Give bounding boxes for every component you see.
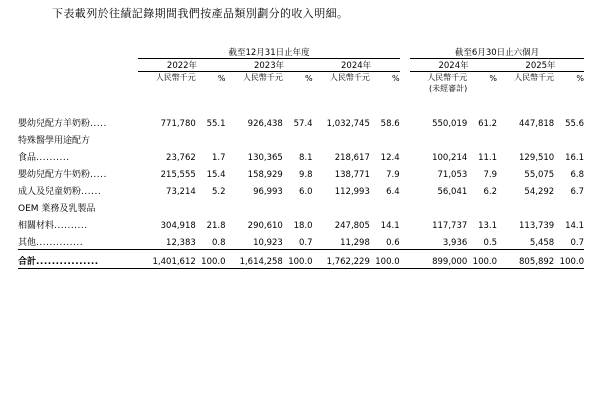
unit-2024-pct: % — [392, 74, 400, 83]
row-label: 嬰幼兒配方牛奶粉..... — [18, 170, 107, 180]
unit-2024h1-pct: % — [489, 74, 497, 83]
spacer — [18, 94, 584, 103]
row-value: 5,458 — [529, 238, 555, 248]
intro-paragraph: 下表載列於往績記錄期間我們按產品類別劃分的收入明細。 — [52, 7, 349, 20]
unaudited-note-row — [18, 83, 584, 94]
total-value: 1,401,612 — [152, 257, 196, 267]
row-value: 218,617 — [334, 153, 370, 163]
row-value: 7.9 — [483, 170, 497, 180]
row-value: 7.9 — [386, 170, 400, 180]
unit-2025h1-pct: % — [576, 74, 584, 83]
row-value: 12,383 — [166, 238, 196, 248]
year-header-2022: 2022年 — [166, 61, 198, 71]
unit-2024h1-amount: 人民幣千元 — [427, 73, 468, 82]
row-label: OEM 業務及乳製品 — [18, 204, 96, 214]
year-header-2024: 2024年 — [341, 61, 372, 71]
row-value: 54,292 — [524, 187, 555, 197]
row-value: 100,214 — [432, 153, 468, 163]
total-value: 1,762,229 — [326, 257, 370, 267]
row-value: 5.2 — [211, 187, 226, 197]
total-value: 100.0 — [559, 257, 584, 267]
row-value: 56,041 — [437, 187, 468, 197]
row-label: 特殊醫學用途配方 — [18, 136, 91, 146]
row-value: 13.1 — [478, 221, 497, 231]
row-value: 73,214 — [166, 187, 196, 197]
row-value: 117,737 — [432, 221, 468, 231]
group-header-interim: 截至6月30日止六個月 — [454, 48, 540, 58]
table-row — [18, 180, 584, 197]
row-value: 6.2 — [483, 187, 497, 197]
row-value: 247,805 — [334, 221, 370, 231]
total-value: 899,000 — [432, 257, 468, 267]
unit-2022-amount: 人民幣千元 — [155, 73, 196, 82]
row-label: 成人及兒童奶粉...... — [18, 187, 102, 197]
row-value: 129,510 — [519, 153, 555, 163]
row-value: 96,993 — [253, 187, 283, 197]
row-value: 290,610 — [247, 221, 283, 231]
table-row — [18, 231, 584, 248]
table-row-group-label — [18, 197, 584, 214]
row-value: 304,918 — [160, 221, 196, 231]
total-label: 合計................ — [18, 257, 99, 267]
row-value: 71,053 — [437, 170, 468, 180]
total-value: 100.0 — [201, 257, 226, 267]
row-value: 550,019 — [432, 119, 468, 129]
table-row — [18, 112, 584, 129]
row-value: 18.0 — [293, 221, 313, 231]
total-value: 100.0 — [472, 257, 497, 267]
row-value: 0.5 — [483, 238, 497, 248]
row-value: 158,929 — [247, 170, 283, 180]
row-value: 55.6 — [565, 119, 584, 129]
table-row — [18, 214, 584, 231]
unit-2023-amount: 人民幣千元 — [242, 73, 283, 82]
row-value: 55,075 — [524, 170, 555, 180]
row-value: 61.2 — [478, 119, 497, 129]
row-value: 926,438 — [247, 119, 283, 129]
row-value: 6.7 — [570, 187, 584, 197]
row-value: 6.0 — [299, 187, 313, 197]
row-value: 9.8 — [299, 170, 313, 180]
row-value: 15.4 — [206, 170, 226, 180]
table-total-row — [18, 250, 584, 268]
row-value: 0.6 — [386, 238, 400, 248]
unit-header-row — [18, 72, 584, 84]
revenue-breakdown-table — [18, 46, 584, 269]
year-header-2025h1: 2025年 — [525, 61, 556, 71]
total-value: 1,614,258 — [239, 257, 283, 267]
group-header-row — [18, 46, 584, 58]
unit-2023-pct: % — [304, 74, 313, 83]
spacer — [18, 103, 584, 112]
total-value: 100.0 — [375, 257, 400, 267]
row-value: 14.1 — [565, 221, 584, 231]
row-value: 130,365 — [247, 153, 283, 163]
row-value: 138,771 — [334, 170, 370, 180]
row-value: 771,780 — [160, 119, 196, 129]
row-label: 嬰幼兒配方羊奶粉..... — [18, 119, 107, 129]
row-value: 12.4 — [380, 153, 400, 163]
group-header-annual: 截至12月31日止年度 — [228, 48, 310, 58]
row-value: 1,032,745 — [326, 119, 370, 129]
row-value: 0.7 — [570, 238, 584, 248]
unaudited-note: (未經審計) — [429, 84, 468, 93]
row-label: 相關材料.......... — [18, 221, 88, 231]
row-value: 447,818 — [519, 119, 555, 129]
row-value: 23,762 — [166, 153, 196, 163]
row-value: 0.7 — [299, 238, 313, 248]
row-value: 6.4 — [386, 187, 400, 197]
row-value: 6.8 — [570, 170, 584, 180]
row-value: 55.1 — [206, 119, 226, 129]
row-value: 215,555 — [160, 170, 196, 180]
year-header-2023: 2023年 — [253, 61, 285, 71]
unit-2024-amount: 人民幣千元 — [329, 73, 370, 82]
row-label: 其他.............. — [18, 238, 84, 248]
row-value: 10,923 — [253, 238, 283, 248]
year-header-2024h1: 2024年 — [438, 61, 469, 71]
row-value: 113,739 — [519, 221, 555, 231]
total-value: 100.0 — [288, 257, 313, 267]
row-value: 0.8 — [211, 238, 226, 248]
row-label: 食品.......... — [18, 153, 70, 163]
table-row — [18, 146, 584, 163]
unit-2022-pct: % — [217, 74, 226, 83]
total-value: 805,892 — [519, 257, 555, 267]
table-row-group-label — [18, 129, 584, 146]
row-value: 112,993 — [334, 187, 370, 197]
row-value: 57.4 — [293, 119, 313, 129]
row-value: 3,936 — [442, 238, 468, 248]
row-value: 14.1 — [380, 221, 400, 231]
table-row — [18, 163, 584, 180]
unit-2025h1-amount: 人民幣千元 — [514, 73, 555, 82]
row-value: 16.1 — [565, 153, 584, 163]
row-value: 8.1 — [299, 153, 313, 163]
row-value: 11.1 — [478, 153, 497, 163]
row-value: 21.8 — [206, 221, 226, 231]
row-value: 58.6 — [380, 119, 400, 129]
row-value: 11,298 — [340, 238, 370, 248]
total-bottom-rule — [18, 267, 584, 269]
year-header-row — [18, 59, 584, 72]
row-value: 1.7 — [211, 153, 226, 163]
